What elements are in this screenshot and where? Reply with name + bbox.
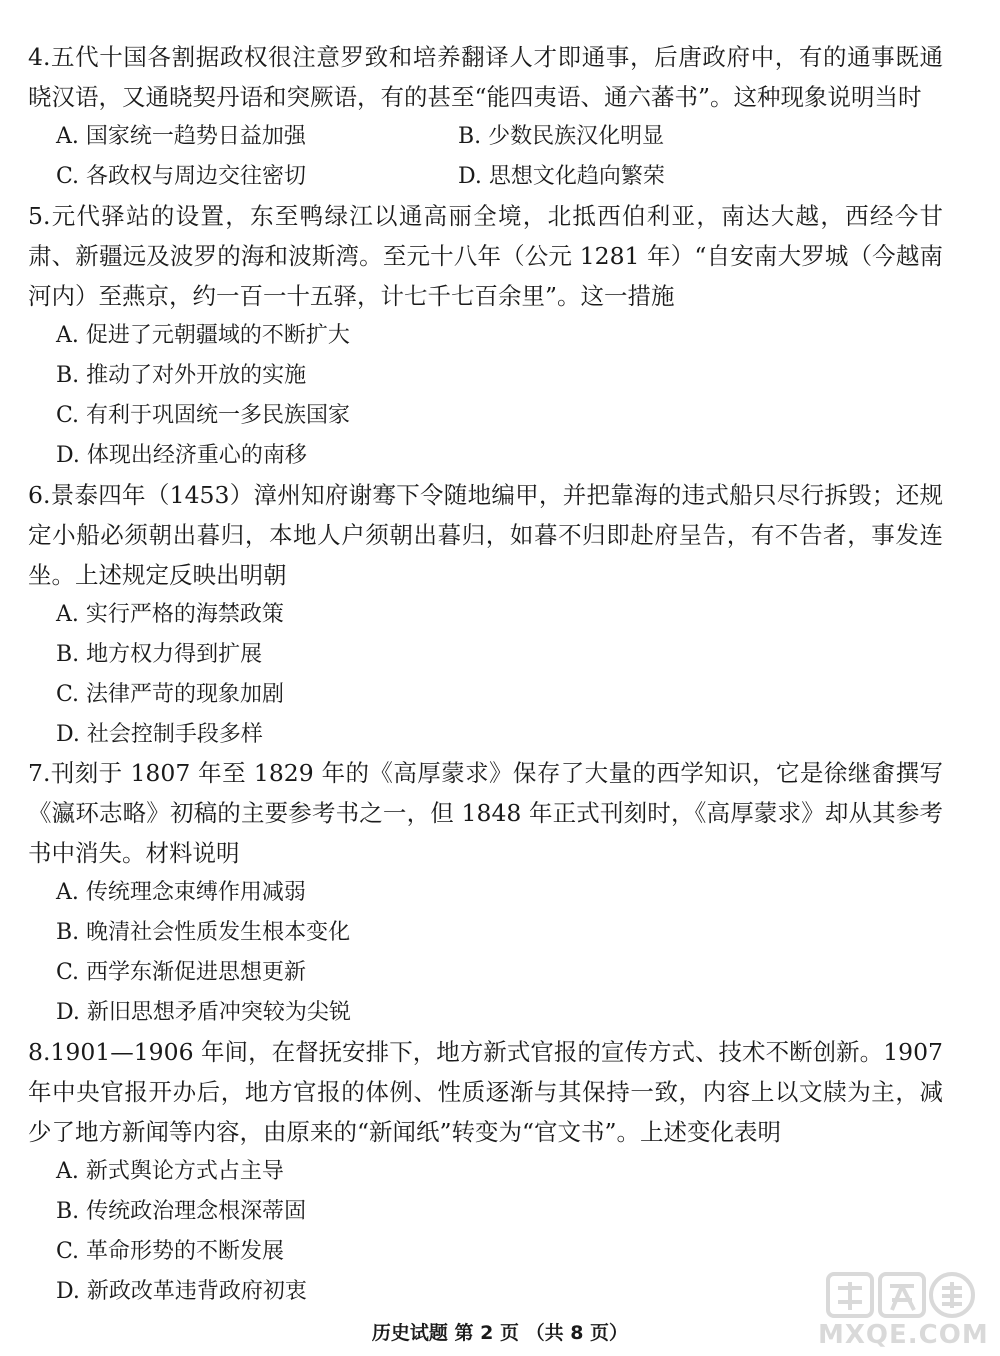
question-stem [28, 37, 943, 117]
options [56, 873, 936, 1033]
option-d: D. 新政改革违背政府初衷 [56, 1279, 307, 1304]
options [56, 316, 936, 476]
option-d: D. 体现出经济重心的南移 [56, 443, 307, 468]
question-number: 6. [28, 481, 51, 509]
question-text: 刊刻于 1807 年至 1829 年的《高厚蒙求》保存了大量的西学知识，它是徐继畬撰写《瀛环志略》初稿的主要参考书之一，但 1848 年正式刊刻时，《高厚蒙求》却从其参考书中消失。材料说明 [28, 759, 943, 867]
question-7 [0, 753, 1000, 1033]
options [56, 117, 936, 197]
question-stem [28, 1032, 943, 1152]
option-c: C. 法律严苛的现象加剧 [56, 682, 285, 707]
options [56, 595, 936, 755]
question-number: 5. [28, 202, 51, 230]
question-text: 五代十国各割据政权很注意罗致和培养翻译人才即通事，后唐政府中，有的通事既通晓汉语，又通晓契丹语和突厥语，有的甚至“能四夷语、通六蕃书”。这种现象说明当时 [28, 43, 943, 111]
option-c: C. 各政权与周边交往密切 [56, 164, 307, 189]
option-b: B. 传统政治理念根深蒂固 [56, 1199, 307, 1224]
option-a: A. 传统理念束缚作用减弱 [56, 880, 306, 905]
option-b: B. 晚清社会性质发生根本变化 [56, 920, 351, 945]
question-4 [0, 37, 1000, 197]
question-text: 元代驿站的设置，东至鸭绿江以通高丽全境，北抵西伯利亚，南达大越，西经今甘肃、新疆远及波罗的海和波斯湾。至元十八年（公元 1281 年）“自安南大罗城（今越南河内）至燕京，约一百一十五驿，计七千七百余里”。这一措施 [28, 202, 943, 310]
question-text: 景泰四年（1453）漳州知府谢骞下令随地编甲，并把靠海的违式船只尽行拆毁；还规定小船必须朝出暮归，本地人户须朝出暮归，如暮不归即赴府呈告，有不告者，事发连坐。上述规定反映出明朝 [28, 481, 943, 589]
watermark [796, 1268, 989, 1352]
option-b: B. 推动了对外开放的实施 [56, 363, 307, 388]
option-c: C. 革命形势的不断发展 [56, 1239, 285, 1264]
option-c: C. 西学东渐促进思想更新 [56, 960, 307, 985]
option-b: B. 少数民族汉化明显 [458, 124, 665, 149]
option-c: C. 有利于巩固统一多民族国家 [56, 403, 351, 428]
page-footer: 历史试题 第 2 页 （共 8 页） [371, 1322, 629, 1344]
option-a: A. 实行严格的海禁政策 [56, 602, 284, 627]
option-a: A. 国家统一趋势日益加强 [56, 124, 306, 149]
option-b: B. 地方权力得到扩展 [56, 642, 263, 667]
option-a: A. 促进了元朝疆域的不断扩大 [56, 323, 350, 348]
question-stem [28, 196, 943, 316]
question-stem [28, 475, 943, 595]
option-d: D. 社会控制手段多样 [56, 722, 263, 747]
watermark-logo-icon [826, 1268, 976, 1320]
option-d: D. 思想文化趋向繁荣 [458, 164, 665, 189]
question-number: 7. [28, 759, 51, 787]
question-number: 4. [28, 43, 51, 71]
question-5 [0, 196, 1000, 476]
question-6 [0, 475, 1000, 755]
option-d: D. 新旧思想矛盾冲突较为尖锐 [56, 1000, 351, 1025]
question-stem [28, 753, 943, 873]
question-text: 1901—1906 年间，在督抚安排下，地方新式官报的宣传方式、技术不断创新。1907 年中央官报开办后，地方官报的体例、性质逐渐与其保持一致，内容上以文牍为主，减少了地方新闻等内容，由原来的“新闻纸”转变为“官文书”。上述变化表明 [28, 1038, 943, 1146]
watermark-site: MXQE.COM [818, 1320, 989, 1350]
question-number: 8. [28, 1038, 51, 1066]
option-a: A. 新式舆论方式占主导 [56, 1159, 284, 1184]
